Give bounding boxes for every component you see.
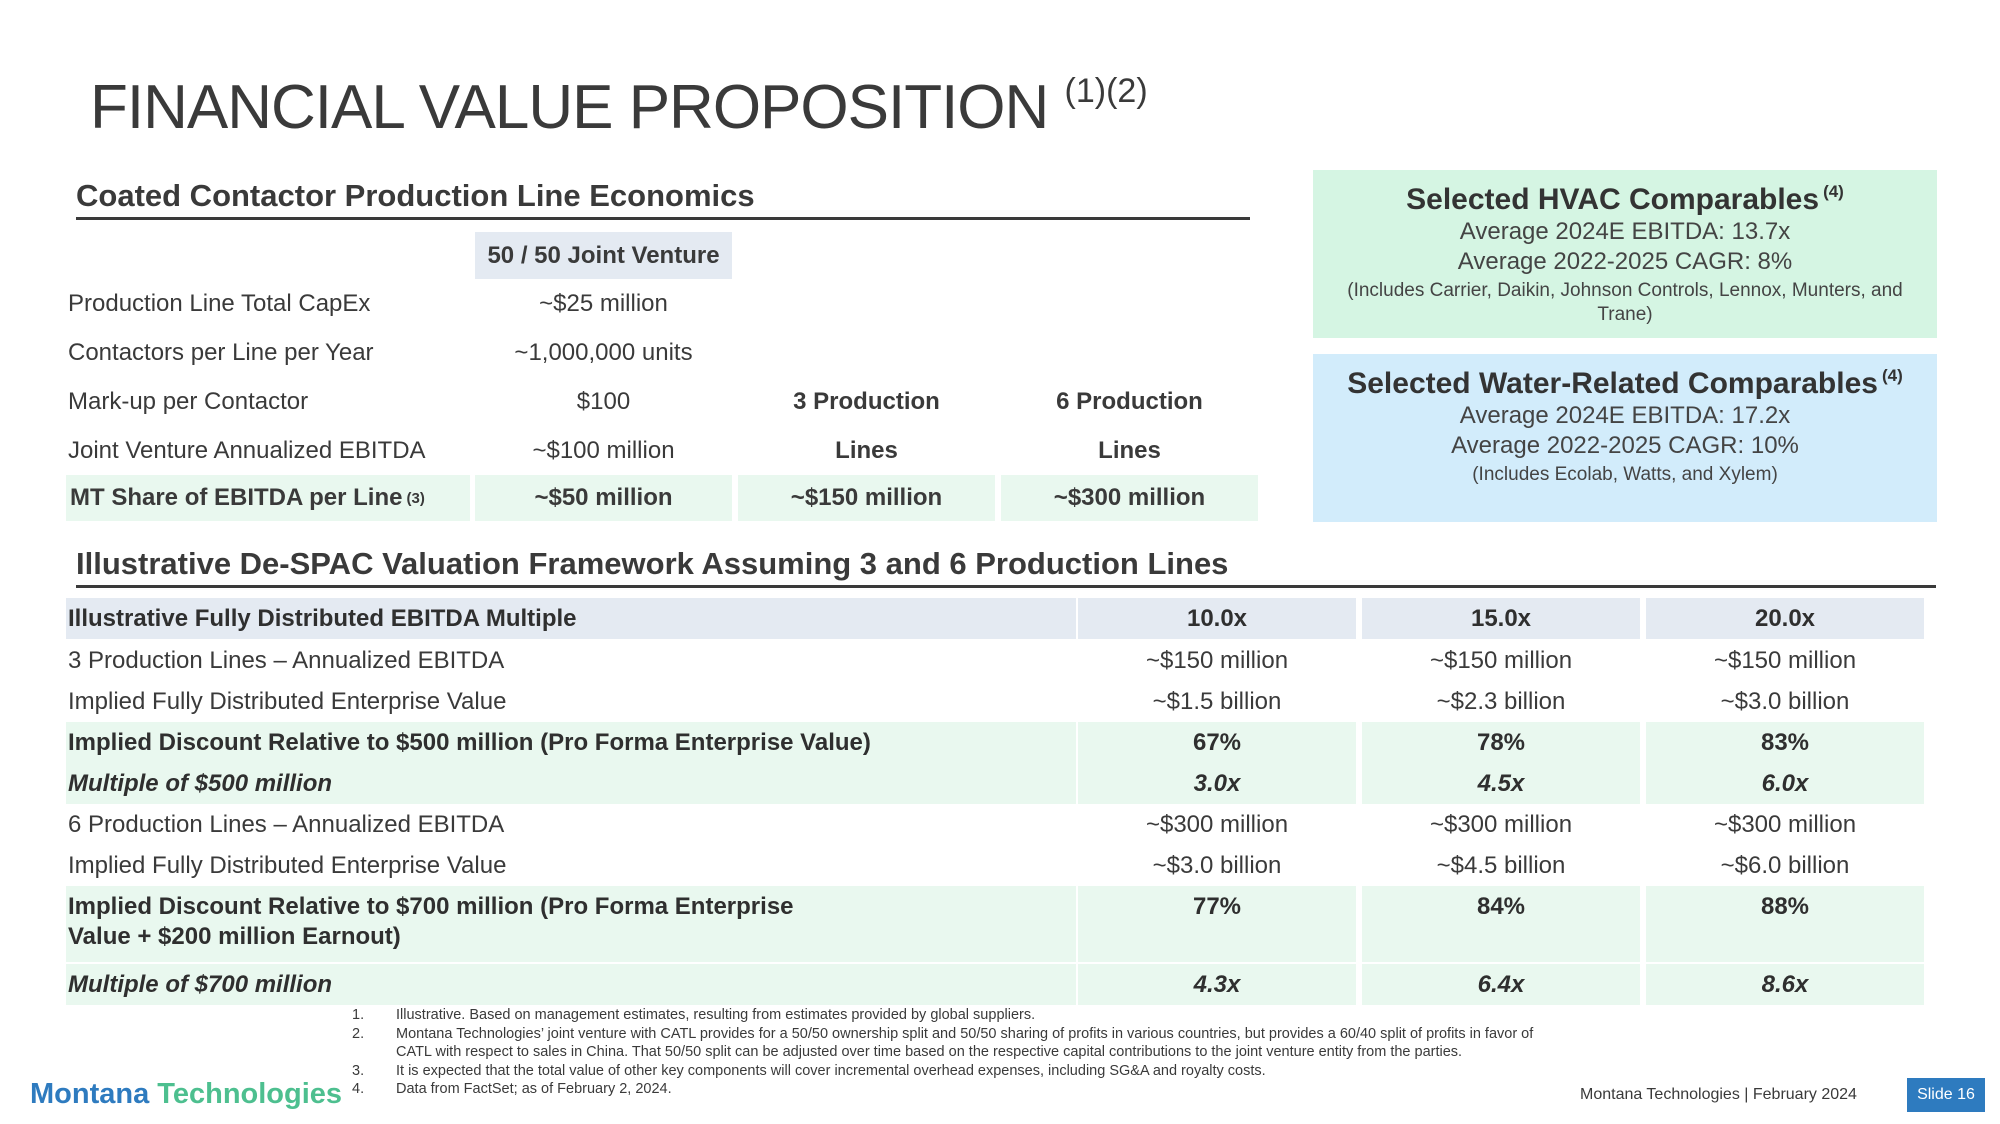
cell-15x: ~$150 million [1429,646,1573,674]
jv-value: ~$100 million [532,436,675,464]
table-row [66,722,1936,763]
cell-15x: 84% [1362,886,1640,962]
table-row [62,280,1257,327]
table-row [62,427,1257,474]
multiple-10x: 10.0x [1078,598,1356,639]
table-row [66,681,1936,722]
six-lines-share-value: ~$300 million [1001,475,1258,521]
three-lines-share-value: ~$150 million [738,475,995,521]
cell-10x: 3.0x [1078,763,1356,804]
cell-10x: ~$150 million [1145,646,1289,674]
table-row [66,886,1936,962]
jv-value: ~$25 million [539,289,668,317]
row-label: Contactors per Line per Year [68,338,374,366]
cell-20x: ~$3.0 billion [1720,687,1850,715]
slide-number: Slide 16 [1907,1078,1985,1112]
six-lines-header-bottom: Lines [1098,436,1161,464]
three-lines-header-bottom: Lines [835,436,898,464]
three-lines-header-top: 3 Production [793,387,940,415]
page-title: FINANCIAL VALUE PROPOSITION $^{(1)(2)}$ [90,72,1148,142]
table-row [66,845,1936,886]
share-row [62,475,1257,521]
cell-20x: 88% [1646,886,1924,962]
multiple-15x: 15.0x [1362,598,1640,639]
cell-15x: ~$4.5 billion [1436,851,1566,879]
water-comparables-box [1313,354,1937,522]
cell-20x: 83% [1646,722,1924,763]
jv-value: $100 [576,387,631,415]
cell-10x: ~$300 million [1145,810,1289,838]
footnotes [352,1006,1552,1099]
cell-10x: 77% [1078,886,1356,962]
water-note: (Includes Ecolab, Watts, and Xylem) [1472,464,1778,485]
cell-20x: ~$150 million [1713,646,1857,674]
cell-15x: 78% [1362,722,1640,763]
six-lines-header-top: 6 Production [1056,387,1203,415]
row-label: MT Share of EBITDA per Line (3) [66,475,470,521]
water-cagr: Average 2022-2025 CAGR: 10% [1451,432,1799,459]
row-label: 3 Production Lines – Annualized EBITDA [68,646,505,674]
jv-value: ~1,000,000 units [514,338,693,366]
row-label: Joint Venture Annualized EBITDA [68,436,426,464]
cell-10x: 4.3x [1078,964,1356,1005]
cell-20x: ~$300 million [1713,810,1857,838]
footnote: 2. Montana Technologies’ joint venture with CATL provides for a 50/50 ownership split and 50/50 sharing of profits in various countries, but provides a 60/40 split of profits in favor of CATL with respect to sales in China. That 50/50 split can be adjusted over time based on the respective capital contributions to the joint venture entity from the parties. [352,1025,1534,1060]
row-label: Implied Fully Distributed Enterprise Value [68,851,507,879]
cell-20x: 8.6x [1646,964,1924,1005]
row-label: 6 Production Lines – Annualized EBITDA [68,810,505,838]
hvac-heading: Selected HVAC Comparables $^{(4)}$ [1406,182,1844,216]
valuation-heading: Illustrative De-SPAC Valuation Framework Assuming 3 and 6 Production Lines [76,542,1936,588]
row-label: Production Line Total CapEx [68,289,371,317]
footnote: 1. Illustrative. Based on management estimates, resulting from estimates provided by global suppliers. [352,1007,1036,1023]
company-logo: Montana Technologies [30,1078,343,1110]
cell-10x: ~$3.0 billion [1152,851,1282,879]
hvac-comparables-box [1313,170,1937,338]
table-row [66,640,1936,681]
row-label: Mark-up per Contactor [68,387,309,415]
valuation-header-row [66,598,1936,639]
cell-20x: 6.0x [1646,763,1924,804]
water-heading: Selected Water-Related Comparables $^{(4)}$ [1347,366,1903,400]
footer-company-date: Montana Technologies | February 2024 [1580,1086,1857,1103]
jv-column-header: 50 / 50 Joint Venture [475,232,732,279]
cell-20x: ~$6.0 billion [1720,851,1850,879]
cell-10x: ~$1.5 billion [1152,687,1282,715]
economics-heading: Coated Contactor Production Line Economics [76,174,1250,220]
hvac-ebitda: Average 2024E EBITDA: 13.7x [1459,218,1791,245]
row-label: Multiple of $500 million [66,763,1076,804]
row-label: Implied Discount Relative to $700 million (Pro Forma Enterprise Value + $200 million Earnout) [66,886,1076,962]
hvac-note: (Includes Carrier, Daikin, Johnson Controls, Lennox, Munters, and Trane) [1347,280,1903,325]
cell-15x: 6.4x [1362,964,1640,1005]
water-ebitda: Average 2024E EBITDA: 17.2x [1459,402,1791,429]
title-footnote-ref: (1)(2) [1064,72,1148,110]
footnote: 3. It is expected that the total value of other key components will cover incremental overhead expenses, including SG&A and royalty costs. [352,1062,1266,1079]
cell-15x: ~$2.3 billion [1436,687,1566,715]
cell-15x: 4.5x [1362,763,1640,804]
table-row [66,763,1936,804]
row-label: Implied Fully Distributed Enterprise Value [68,687,507,715]
table-row [66,964,1936,1005]
row-label: Illustrative Fully Distributed EBITDA Multiple [66,598,1076,639]
footnote: 4. Data from FactSet; as of February 2, 2024. [352,1081,672,1097]
footnote-ref: (3) [406,489,425,507]
hvac-cagr: Average 2022-2025 CAGR: 8% [1457,248,1793,275]
row-label: Multiple of $700 million [66,964,1076,1005]
table-row [62,378,1257,425]
row-label: Implied Discount Relative to $500 million (Pro Forma Enterprise Value) [66,722,1076,763]
cell-15x: ~$300 million [1429,810,1573,838]
cell-10x: 67% [1078,722,1356,763]
table-row [66,804,1936,845]
jv-share-value: ~$50 million [475,475,732,521]
multiple-20x: 20.0x [1646,598,1924,639]
table-row [62,329,1257,376]
table-row [62,232,1257,279]
